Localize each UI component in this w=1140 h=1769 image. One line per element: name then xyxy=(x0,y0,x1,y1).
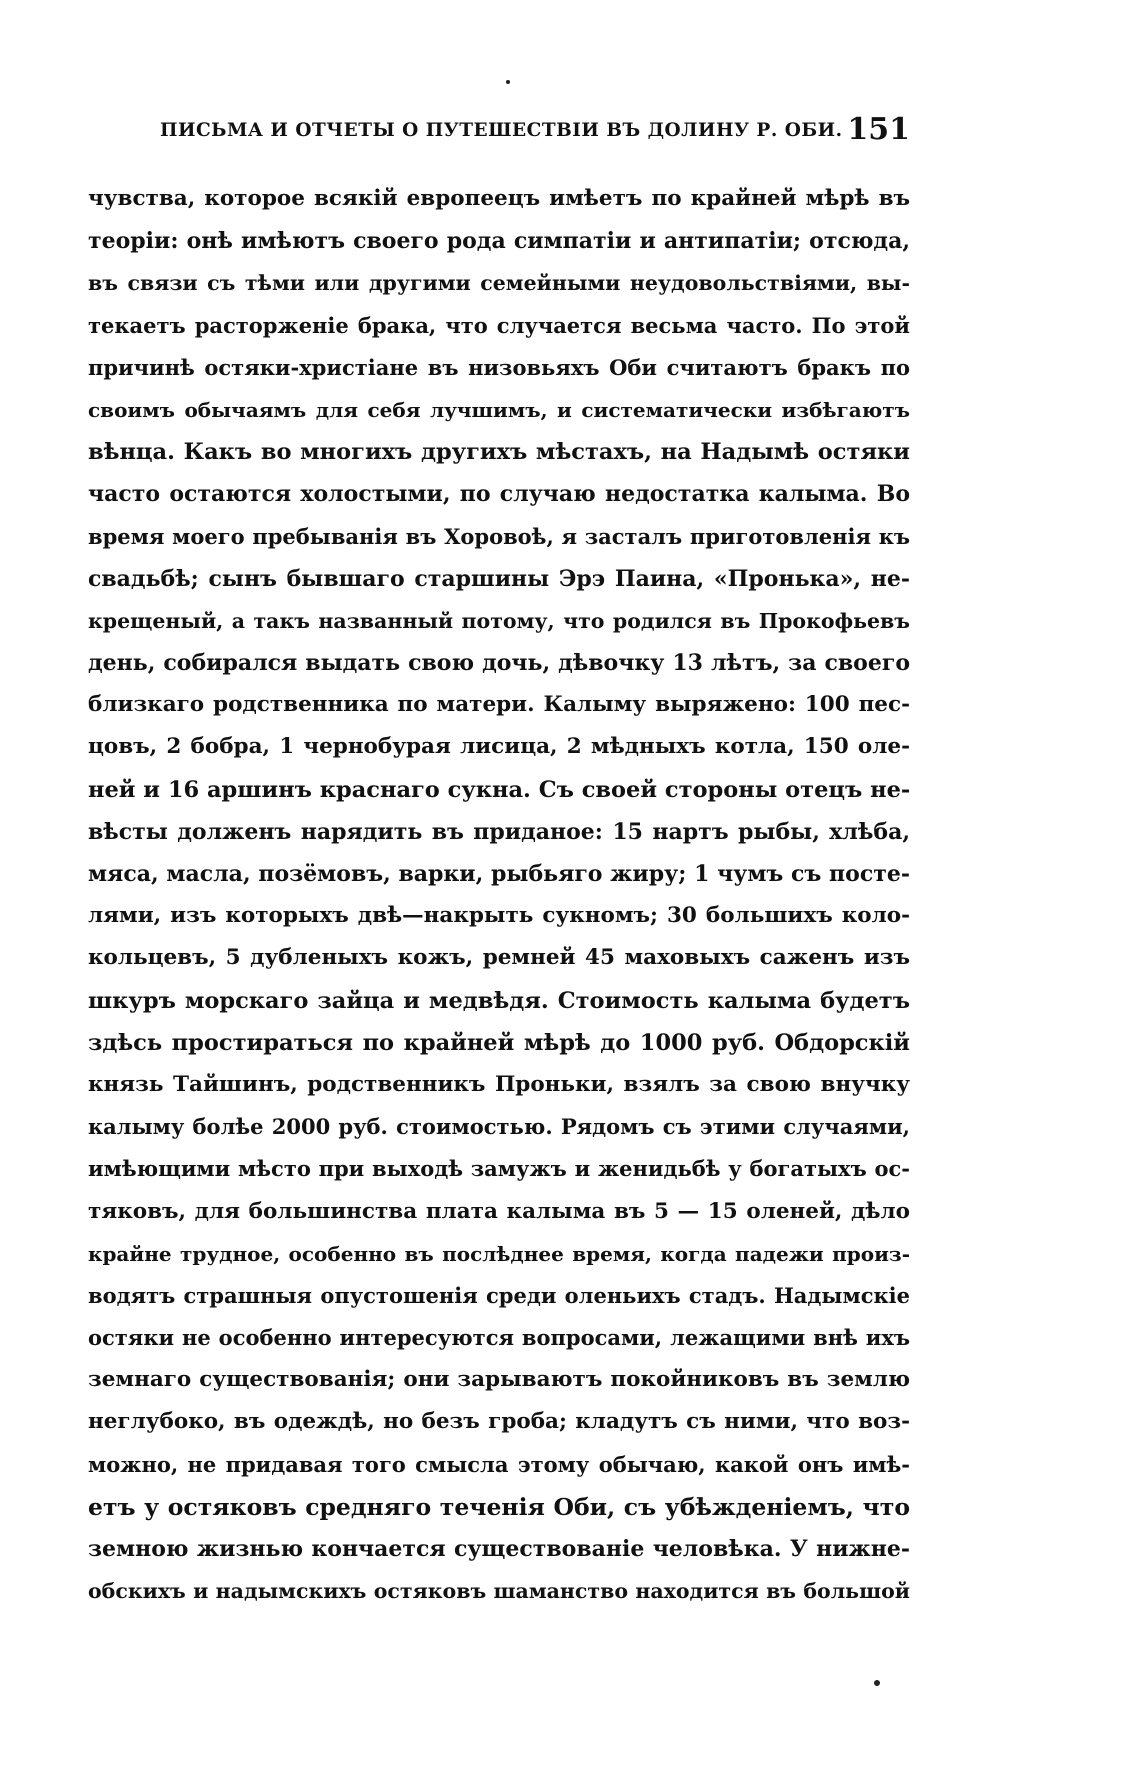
text-line: тяковъ, для большинства плата калыма въ 5 — 15 оленей, дѣло xyxy=(88,1198,910,1224)
text-line: неглубоко, въ одеждѣ, но безъ гроба; кладутъ съ ними, что воз- xyxy=(88,1409,910,1435)
text-line: земною жизнью кончается существованіе человѣка. У нижне- xyxy=(88,1536,910,1562)
text-line: вѣсты долженъ нарядить въ приданое: 15 нартъ рыбы, хлѣба, xyxy=(88,818,910,845)
text-line: лями, изъ которыхъ двѣ—накрыть сукномъ; 30 большихъ коло- xyxy=(88,903,910,929)
text-line: крещеный, а такъ названный потому, что родился въ Прокофьевъ xyxy=(88,608,910,633)
text-line: остяки не особенно интересуются вопросами, лежащими внѣ ихъ xyxy=(88,1325,910,1351)
text-line: день, собирался выдать свою дочь, дѣвочку 13 лѣтъ, за своего xyxy=(88,650,910,677)
text-line: обскихъ и надымскихъ остяковъ шаманство находится въ большой xyxy=(88,1579,910,1604)
text-line: вѣнца. Какъ во многихъ другихъ мѣстахъ, на Надымѣ остяки xyxy=(88,439,910,466)
text-line: теоріи: онѣ имѣютъ своего рода симпатіи и антипатіи; отсюда, xyxy=(88,228,910,255)
text-line: близкаго родственника по матери. Калыму выряжено: 100 пес- xyxy=(88,692,910,718)
text-line: время моего пребыванія въ Хоровоѣ, я засталъ приготовленія къ xyxy=(88,523,910,549)
text-line: князь Тайшинъ, родственникъ Проньки, взялъ за свою внучку xyxy=(88,1071,910,1097)
text-line: здѣсь простираться по крайней мѣрѣ до 1000 руб. Обдорскій xyxy=(88,1029,910,1056)
text-line: цовъ, 2 бобра, 1 чернобурая лисица, 2 мѣдныхъ котла, 150 оле- xyxy=(88,734,910,760)
text-line: имѣющими мѣсто при выходѣ замужъ и женидьбѣ у богатыхъ ос- xyxy=(88,1156,910,1182)
running-title: ПИСЬМА И ОТЧЕТЫ О ПУТЕШЕСТВІИ ВЪ ДОЛИНУ Р. ОБИ. xyxy=(160,120,843,141)
text-line: часто остаются холостыми, по случаю недостатка калыма. Во xyxy=(88,481,910,508)
text-line: ней и 16 аршинъ краснаго сукна. Съ своей стороны отецъ не- xyxy=(88,776,910,803)
text-line: текаетъ расторженіе брака, что случается весьма часто. По этой xyxy=(88,312,910,338)
running-header xyxy=(160,112,910,156)
text-line: свадьбѣ; сынъ бывшаго старшины Эрэ Паина, «Пронька», не- xyxy=(88,565,910,592)
text-line: своимъ обычаямъ для себя лучшимъ, и систематически избѣгаютъ xyxy=(88,397,910,422)
text-line: можно, не придавая того смысла этому обычаю, какой онъ имѣ- xyxy=(88,1451,910,1477)
text-line: водятъ страшныя опустошенія среди оленьихъ стадъ. Надымскіе xyxy=(88,1282,910,1308)
text-line: мяса, масла, позёмовъ, варки, рыбьяго жиру; 1 чумъ съ посте- xyxy=(88,861,910,887)
text-line: крайне трудное, особенно въ послѣднее время, когда падежи произ- xyxy=(88,1241,910,1266)
text-line: кольцевъ, 5 дубленыхъ кожъ, ремней 45 маховыхъ саженъ изъ xyxy=(88,945,910,971)
body-text xyxy=(88,178,910,1612)
text-line: причинѣ остяки-христіане въ низовьяхъ Оби считаютъ бракъ по xyxy=(88,354,910,380)
text-line: етъ у остяковъ средняго теченія Оби, съ убѣжденіемъ, что xyxy=(88,1492,910,1521)
text-line: земнаго существованія; они зарываютъ покойниковъ въ землю xyxy=(88,1367,910,1393)
scan-speck xyxy=(506,80,510,84)
page-number: 151 xyxy=(847,112,910,147)
text-line: калыму болѣе 2000 руб. стоимостью. Рядомъ съ этими случаями, xyxy=(88,1114,910,1140)
scan-speck xyxy=(874,1680,880,1686)
text-line: въ связи съ тѣми или другими семейными неудовольствіями, вы- xyxy=(88,271,910,296)
text-line: шкуръ морскаго зайца и медвѣдя. Стоимость калыма будетъ xyxy=(88,987,910,1014)
text-line: чувства, которое всякій европеецъ имѣетъ по крайней мѣрѣ въ xyxy=(88,186,910,211)
